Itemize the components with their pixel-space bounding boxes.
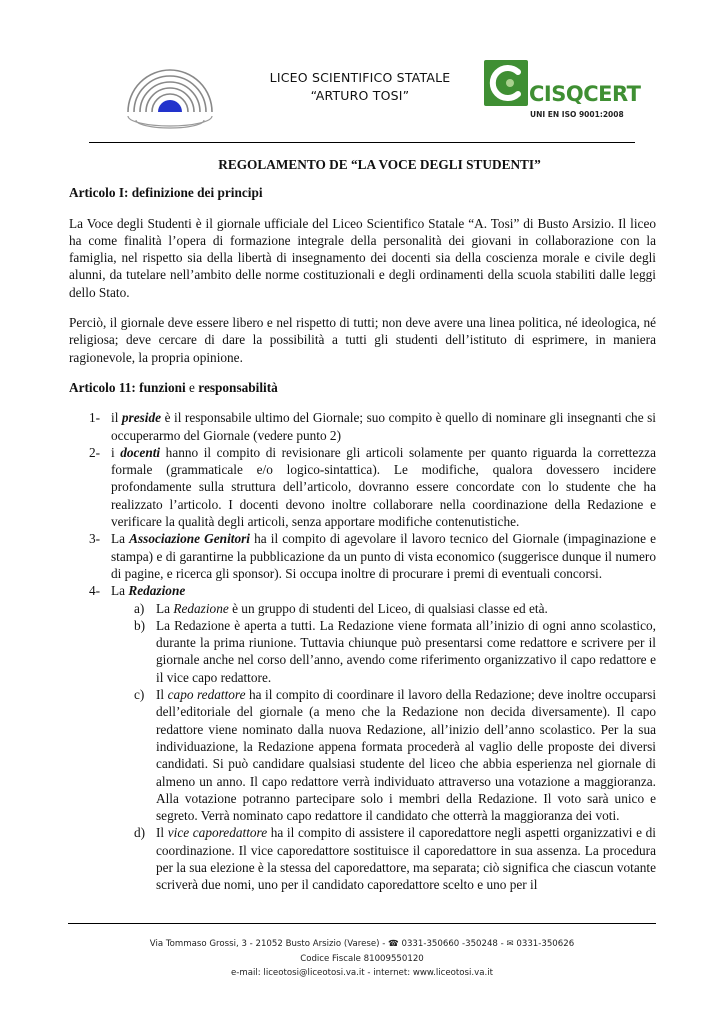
list-item: 1- il preside è il responsabile ultimo del Giornale; suo compito è quello di nominare gli insegnanti che si occuperarmo del Giornale (vedere punto 2) — [89, 410, 656, 443]
list-item: 4- La Redazione a) La Redazione è un gruppo di studenti del Liceo, di qualsiasi classe ed età. b) La Redazione è aperta a tutti. La Redazione viene formata all’inizio di ogni anno scolastico, durante la prima riunione. Tuttavia chiunque può presentarsi come redattore e scrivere per il giornale anche nel corso dell’anno, avendo come riferimento organizzativo il capo redattore e il vice capo redattore. c) Il capo redattore ha il compito di coordinare il lavoro della Redazione; deve inoltre occuparsi dell’editoriale del giornale (a meno che la Redazione non decida diversamente). Il capo redattore viene nominato dalla nuova Redazione, all’inizio dell’anno scolastico. Per la sua individuazione, la Redazione appena formata procederà al vaglio delle proposte dei diversi candidati. Si può candidare qualsiasi studente del liceo che abbia esperienza nel giornale di almeno un anno. Il capo redattore verrà individuato attraverso una votazione a maggioranza. Alla votazione potranno partecipare solo i membri della Redazione. Il voto sarà unico e segreto. Verrà nominato capo redattore il candidato che otterrà la maggioranza dei voti. d) Il vice caporedattore ha il compito di assistere il caporedattore negli aspetti organizzativi e di coordinazione. Il vice caporedattore sostituisce il caporedattore in sua assenza. La procedura per la sua elezione è la stessa del caporedattore, ma separata; ciò significa che ciascun votante scriverà due nomi, uno per il candidato caporedattore scelto e uno per il — [89, 583, 657, 893]
article2-heading: Articolo 11: funzioni e responsabilità — [69, 379, 278, 395]
document-title: REGOLAMENTO DE “LA VOCE DEGLI STUDENTI” — [218, 157, 541, 172]
cisqcert-logo — [484, 60, 641, 124]
cisqcert-brand: CISQCERT — [529, 82, 641, 106]
sublist-item: c) Il capo redattore ha il compito di coordinare il lavoro della Redazione; deve inoltre occuparsi dell’editoriale del giornale (a meno che la Redazione non decida diversamente). Il capo redattore viene nominato dalla nuova Redazione, all’inizio dell’anno scolastico. Per la sua individuazione, la Redazione appena formata procederà al vaglio delle proposte dei diversi candidati. Si può candidare qualsiasi studente del liceo che abbia esperienza nel giornale di almeno un anno. Il capo redattore verrà individuato attraverso una votazione a maggioranza. Alla votazione potranno partecipare solo i membri della Redazione. Il voto sarà unico e segreto. Verrà nominato capo redattore il candidato che otterrà la maggioranza dei voti. — [134, 687, 657, 824]
article1-paragraph2: Perciò, il giornale deve essere libero e nel rispetto di tutti; non deve avere una linea politica, né ideologica, né religiosa; deve cercare di dare la possibilità a tutti gli studenti dell’istituto di esprimere, in maniera ragionevole, la propria opinione. — [69, 315, 656, 365]
list-item: 3- La Associazione Genitori ha il compito di agevolare il lavoro tecnico del Giornale (impaginazione e stampa) e di garantirne la pubblicazione da un punto di vista economico (suggerisce dunque il numero di pagine, e ricerca gli sponsor). Si occupa inoltre di procurare i premi di eventuali concorsi. — [89, 531, 656, 581]
footer-address: Via Tommaso Grossi, 3 - 21052 Busto Arsizio (Varese) - ☎ 0331-350660 -350248 - ✉ 0331-350626 — [149, 939, 575, 949]
school-name-line2: “ARTURO TOSI” — [310, 88, 410, 103]
cisqcert-standard: UNI EN ISO 9001:2008 — [530, 110, 624, 119]
sublist-item: d) Il vice caporedattore ha il compito di assistere il caporedattore negli aspetti organizzativi e di coordinazione. Il vice caporedattore sostituisce il caporedattore in sua assenza. La procedura per la sua elezione è la stessa del caporedattore, ma separata; ciò significa che ciascun votante scriverà due nomi, uno per il candidato caporedattore scelto e uno per il — [134, 825, 656, 893]
redazione-sublist — [111, 600, 656, 894]
school-name-line1: LICEO SCIENTIFICO STATALE — [269, 70, 451, 85]
footer-divider — [68, 923, 656, 924]
document-body — [69, 150, 656, 894]
footer-contacts: e-mail: liceotosi@liceotosi.va.it - internet: www.liceotosi.va.it — [231, 968, 493, 978]
sublist-item: a) La Redazione è un gruppo di studenti del Liceo, di qualsiasi classe ed età. — [134, 600, 548, 616]
list-item: 2- i docenti hanno il compito di revisionare gli articoli solamente per quanto riguarda la correttezza formale (grammaticale e/o logico-sintattica). Le modifiche, qualora dovessero incidere profondamente sulla struttura dell’articolo, dovranno essere concordate con lo studente che ha realizzato l’articolo. I docenti devono inoltre collaborare nella coordinazione della Redazione e verificare la qualità degli articoli, senza apportare modifiche contenutistiche. — [89, 444, 656, 530]
article1-paragraph1: La Voce degli Studenti è il giornale ufficiale del Liceo Scientifico Statale “A. Tosi” di Busto Arsizio. Il liceo ha come finalità l’opera di formazione integrale della personalità dei giovani in collaborazione con la famiglia, nel rispetto sia della libertà di insegnamento dei docenti sia della coscienza morale e civile degli alunni, da tutelare nell’ambito delle norme costituzionali e degli ordinamenti della scuola stabiliti dalle leggi dello Stato. — [69, 215, 656, 300]
cisqcert-mark-icon — [484, 60, 528, 106]
article1-heading: Articolo I: definizione dei principi — [69, 185, 263, 201]
header-divider — [89, 142, 635, 143]
footer-tax-code: Codice Fiscale 81009550120 — [300, 954, 424, 964]
responsibilities-list — [69, 409, 656, 893]
sublist-item: b) La Redazione è aperta a tutti. La Redazione viene formata all’inizio di ogni anno scolastico, durante la prima riunione. Tuttavia chiunque può presentarsi come redattore e scrivere per il giornale anche nel corso dell’anno, avendo come riferimento organizzativo il capo redattore e il vice capo redattore. — [134, 617, 656, 685]
